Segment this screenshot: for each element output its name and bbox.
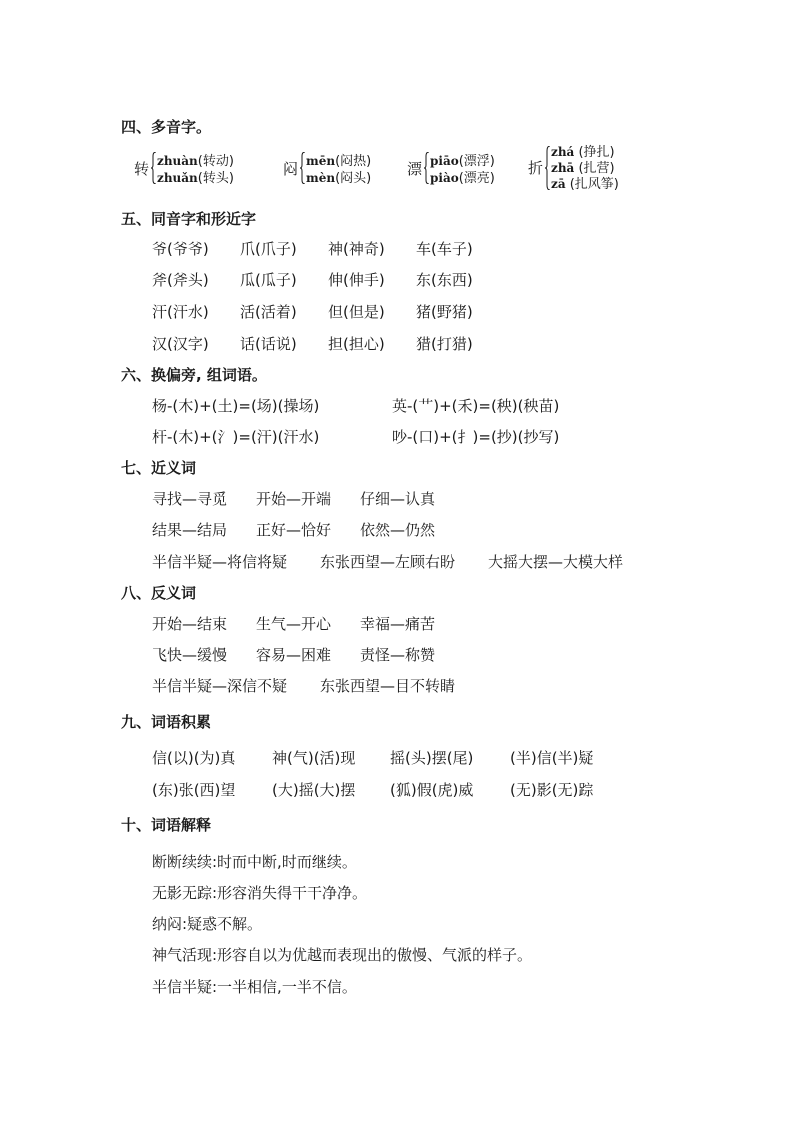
- definition-line: 无影无踪:形容消失得干干净净。: [152, 884, 368, 902]
- section-6-title: 六、换偏旁, 组词语。: [121, 366, 267, 384]
- definition-line: 半信半疑:一半相信,一半不信。: [152, 978, 357, 996]
- polyphone-line: zhá (挣扎): [551, 145, 615, 160]
- polyphone-group-2: [283, 150, 393, 192]
- brace-icon: [545, 146, 550, 190]
- polyphone-line: mèn(闷头): [306, 171, 372, 186]
- section-10-title: 十、词语解释: [121, 816, 212, 834]
- definition-line: 神气活现:形容自以为优越而表现出的傲慢、气派的样子。: [152, 946, 533, 964]
- section-7-title: 七、近义词: [121, 459, 197, 477]
- brace-icon: [151, 152, 156, 184]
- brace-icon: [424, 152, 429, 184]
- definition-line: 断断续续:时而中断,时而继续。: [152, 853, 357, 871]
- polyphone-group-3: [407, 150, 517, 192]
- polyphone-line: zā (扎风筝): [551, 177, 619, 192]
- definition-line: 纳闷:疑惑不解。: [152, 915, 263, 933]
- brace-icon: [300, 152, 305, 184]
- polyphone-line: zhuàn(转动): [157, 154, 234, 169]
- polyphone-line: piāo(漂浮): [430, 154, 495, 169]
- polyphone-line: mēn(闷热): [306, 154, 372, 169]
- section-8-title: 八、反义词: [121, 584, 197, 602]
- section-5-title: 五、同音字和形近字: [121, 210, 257, 228]
- polyphone-line: zhā (扎营): [551, 161, 615, 176]
- section-9-title: 九、词语积累: [121, 713, 212, 731]
- polyphone-char: 闷: [283, 160, 299, 178]
- section-4-title: 四、多音字。: [121, 118, 212, 136]
- polyphone-char: 转: [134, 160, 150, 178]
- polyphone-char: 漂: [407, 160, 423, 178]
- polyphone-group-4: [528, 143, 648, 193]
- worksheet-page: 四、多音字。 转 zhuàn(转动) zhuǎn(转头) 闷 mēn(闷热) mèn(闷头) 漂 piāo(漂浮) piào(漂亮) 折 zhá (挣扎) zhā (扎营) zā (扎风筝) 五、同音字和形近字 爷(爷爷) 爪(爪子) 神(神奇) 车(车子) 斧(斧头) 瓜(瓜子) 伸(伸手) 东(东西) 汗(汗水) 活(活着) 但(但是) 猪(野猪) 汉(汉字) 话(话说) 担(担心) 猎(打猎) 六、换偏旁, 组词语。 杨-(木)+(土)=(场)(操场) 英-(艹)+(禾)=(秧)(秧苗) 杆-(木)+(氵)=(汗)(汗水) 吵-(口)+(扌)=(抄)(抄写) 七、近义词 寻找—寻觅 开始—开端 仔细—认真 结果—结局 正好—恰好 依然—仍然 半信半疑—将信将疑 东张西望—左顾右盼 大摇大摆—大模大样 八、反义词 开始—结束 生气—开心 幸福—痛苦 飞快—缓慢 容易—困难 责怪—称赞 半信半疑—深信不疑 东张西望—目不转睛 九、词语积累 信(以)(为)真 神(气)(活)现 摇(头)摆(尾) (半)信(半)疑 (东)张(西)望 (大)摇(大)摆 (狐)假(虎)威 (无)影(无)踪 十、词语解释 断断续续:时而中断,时而继续。 无影无踪:形容消失得干干净净。 纳闷:疑惑不解。 神气活现:形容自以为优越而表现出的傲慢、气派的样子。 半信半疑:一半相信,一半不信。: [0, 0, 794, 1123]
- polyphone-line: zhuǎn(转头): [157, 171, 234, 186]
- polyphone-group-1: [134, 150, 264, 192]
- polyphone-line: piào(漂亮): [430, 171, 495, 186]
- polyphone-char: 折: [528, 159, 544, 177]
